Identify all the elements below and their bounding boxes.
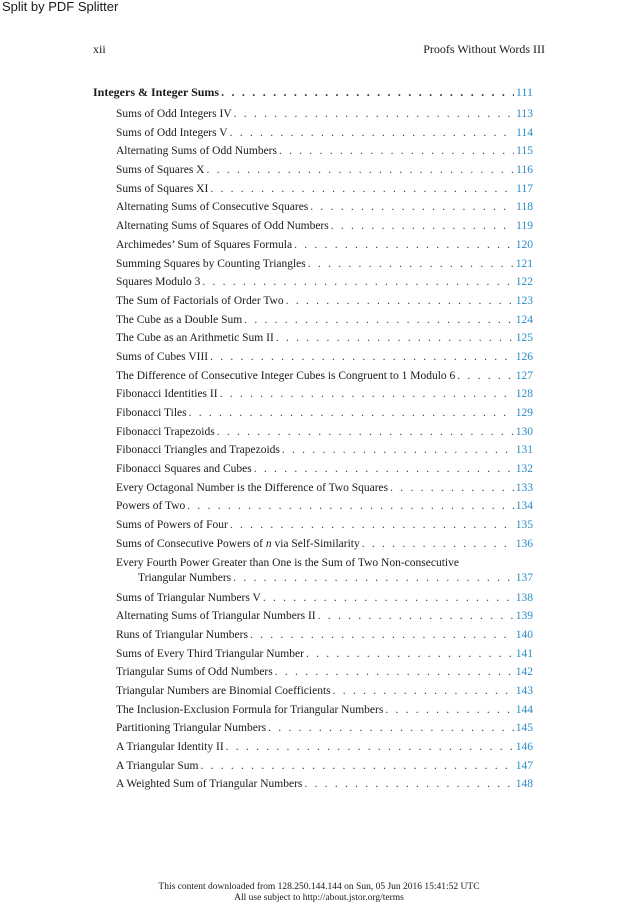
toc-entry[interactable]: [93, 722, 533, 741]
toc-entry-title: Alternating Sums of Consecutive Squares: [116, 201, 309, 214]
dot-leader: [318, 610, 514, 623]
dot-leader: [279, 145, 514, 158]
toc-entry[interactable]: [93, 538, 533, 557]
toc-entry[interactable]: [93, 220, 533, 239]
toc-page-link[interactable]: 135: [515, 519, 533, 532]
toc-page-link[interactable]: 139: [515, 610, 533, 623]
toc-entry-title-cont: Triangular Numbers: [138, 571, 232, 584]
toc-entry-title: A Triangular Identity II: [116, 741, 224, 753]
toc-entry-title: Fibonacci Tiles: [116, 407, 187, 419]
toc-entry[interactable]: [93, 201, 533, 220]
dot-leader: [263, 592, 514, 605]
toc-entry[interactable]: [93, 407, 533, 426]
toc-page-link[interactable]: 131: [515, 444, 533, 457]
toc-entry[interactable]: [93, 314, 533, 333]
toc-entry-title: Runs of Triangular Numbers: [116, 628, 248, 641]
toc-entry[interactable]: [93, 295, 533, 314]
dot-leader: [200, 760, 513, 773]
toc-page-link[interactable]: 115: [516, 145, 533, 158]
toc-entry[interactable]: [93, 648, 533, 667]
toc-entry-title: Summing Squares by Counting Triangles: [116, 257, 306, 270]
toc-entry[interactable]: [93, 276, 533, 295]
toc-entry[interactable]: [93, 145, 533, 164]
toc-entry[interactable]: [93, 258, 533, 277]
toc-entry-title: Sums of Every Third Triangular Number: [116, 647, 304, 660]
toc-entry[interactable]: [93, 592, 533, 611]
dot-leader: [233, 572, 514, 585]
dot-leader: [217, 426, 514, 439]
toc-page-link[interactable]: 122: [515, 276, 533, 289]
dot-leader: [294, 239, 514, 252]
dot-leader: [221, 86, 514, 99]
toc-page-link[interactable]: 128: [515, 388, 533, 401]
toc-entry[interactable]: [93, 351, 533, 370]
toc-entry-title: The Cube as a Double Sum: [116, 313, 243, 326]
dot-leader: [207, 164, 515, 177]
toc-entry[interactable]: [93, 482, 533, 501]
toc-entry-title: Alternating Sums of Triangular Numbers II: [116, 610, 316, 623]
toc-entry[interactable]: [93, 741, 533, 760]
toc-entry-title: Alternating Sums of Odd Numbers: [116, 145, 277, 158]
dot-leader: [333, 685, 514, 698]
dot-leader: [187, 500, 513, 513]
toc-entry-title: Sums of Cubes VIII: [116, 350, 209, 363]
title-italic-variable: n: [265, 537, 272, 550]
footer-download-note: This content downloaded from 128.250.144.144 on Sun, 05 Jun 2016 15:41:52 UTC: [158, 882, 480, 892]
toc-entry-title: A Weighted Sum of Triangular Numbers: [116, 778, 303, 791]
toc-entry[interactable]: [93, 760, 533, 779]
toc-entry-title: The Inclusion-Exclusion Formula for Triangular Numbers: [116, 703, 384, 716]
toc-entry-title: The Cube as an Arithmetic Sum II: [116, 332, 274, 345]
toc-entry-title: Triangular Sums of Odd Numbers: [116, 666, 273, 679]
title-part: Sums of Consecutive Powers of: [116, 537, 266, 550]
toc-entry[interactable]: [93, 108, 533, 127]
dot-leader: [244, 314, 514, 327]
toc-entry[interactable]: [93, 610, 533, 629]
toc-entry-title: [116, 538, 360, 551]
toc-entry-title: The Sum of Factorials of Order Two: [116, 294, 284, 307]
toc-entry[interactable]: [93, 444, 533, 463]
toc-section-heading[interactable]: [93, 86, 533, 108]
toc-entry-title: Fibonacci Identities II: [116, 388, 218, 401]
dot-leader: [390, 482, 514, 495]
toc-entry-title: Alternating Sums of Squares of Odd Numbers: [116, 220, 329, 233]
toc-page-link[interactable]: 129: [515, 407, 533, 419]
toc-page-link[interactable]: 118: [516, 201, 533, 214]
toc-entry[interactable]: [93, 127, 533, 146]
dot-leader: [275, 666, 514, 679]
toc-page-link[interactable]: 126: [515, 350, 533, 363]
toc-entry-title: The Difference of Consecutive Integer Cubes is Congruent to 1 Modulo 6: [116, 369, 456, 382]
toc-entries: [93, 108, 533, 797]
dot-leader: [230, 127, 515, 140]
toc-entry-title: Sums of Odd Integers IV: [116, 108, 232, 120]
toc-entry-title: Fibonacci Triangles and Trapezoids: [116, 444, 280, 457]
toc-entry[interactable]: [93, 557, 533, 572]
toc-page-link[interactable]: 121: [515, 257, 533, 270]
toc-entry[interactable]: [93, 685, 533, 704]
toc-page-link[interactable]: 124: [515, 313, 533, 326]
toc-page-link[interactable]: 119: [516, 220, 533, 233]
title-part: via Self-Similarity: [271, 537, 360, 550]
toc-page-link[interactable]: 133: [515, 481, 533, 494]
dot-leader: [226, 741, 514, 754]
dot-leader: [189, 407, 514, 420]
toc-entry-title: Fibonacci Trapezoids: [116, 425, 215, 438]
toc-entry[interactable]: [93, 370, 533, 389]
dot-leader: [385, 704, 513, 717]
toc-entry[interactable]: [93, 426, 533, 445]
toc-entry[interactable]: [93, 519, 533, 538]
footer: [0, 882, 638, 903]
toc-entry-title: Sums of Odd Integers V: [116, 126, 228, 139]
toc-entry[interactable]: [93, 704, 533, 723]
toc-entry[interactable]: [93, 239, 533, 258]
toc-page-link[interactable]: 140: [515, 628, 533, 641]
toc-page-link[interactable]: 134: [515, 500, 533, 513]
table-of-contents: [93, 86, 533, 797]
dot-leader: [250, 629, 514, 642]
toc-page-link[interactable]: 117: [516, 182, 533, 195]
dot-leader: [234, 108, 515, 121]
dot-leader: [331, 220, 514, 233]
toc-entry-title: Sums of Triangular Numbers V: [116, 591, 261, 604]
toc-entry-title: Sums of Squares XI: [116, 182, 209, 195]
dot-leader: [210, 351, 514, 364]
toc-entry[interactable]: [93, 164, 533, 183]
toc-page-link[interactable]: 136: [515, 537, 533, 550]
toc-page-link[interactable]: 145: [515, 722, 533, 735]
dot-leader: [457, 370, 513, 383]
section-page-link[interactable]: 111: [515, 85, 533, 99]
toc-page-link[interactable]: 144: [515, 703, 533, 716]
toc-entry-title: Sums of Powers of Four: [116, 519, 228, 532]
toc-entry[interactable]: [93, 332, 533, 351]
toc-page-link[interactable]: 113: [516, 108, 533, 120]
dot-leader: [282, 444, 514, 457]
dot-leader: [230, 519, 514, 532]
page-number: xii: [93, 42, 106, 56]
toc-page-link[interactable]: 127: [515, 369, 533, 382]
toc-entry[interactable]: [93, 500, 533, 519]
footer-terms: All use subject to http://about.jstor.org/terms: [234, 892, 404, 903]
toc-entry-title: Sums of Squares X: [116, 164, 205, 177]
section-title: Integers & Integer Sums: [93, 85, 220, 99]
toc-entry[interactable]: [93, 666, 533, 685]
running-head: [93, 42, 545, 57]
toc-page-link[interactable]: 138: [515, 591, 533, 604]
toc-page-link[interactable]: 148: [515, 778, 533, 791]
toc-entry[interactable]: [93, 183, 533, 202]
toc-page-link[interactable]: 143: [515, 684, 533, 697]
dot-leader: [308, 258, 514, 271]
watermark: Split by PDF Splitter: [2, 0, 119, 14]
toc-page-link[interactable]: 137: [515, 571, 533, 584]
dot-leader: [210, 183, 514, 196]
toc-entry-title: Powers of Two: [116, 500, 186, 513]
toc-entry-title: Triangular Numbers are Binomial Coefficients: [116, 684, 331, 697]
dot-leader: [202, 276, 513, 289]
toc-entry-title: A Triangular Sum: [116, 759, 199, 772]
toc-entry-continuation[interactable]: [93, 572, 533, 592]
toc-page-link[interactable]: 123: [515, 294, 533, 307]
toc-entry-title: Fibonacci Squares and Cubes: [116, 463, 252, 476]
dot-leader: [220, 388, 514, 401]
dot-leader: [268, 722, 514, 735]
dot-leader: [254, 463, 514, 476]
dot-leader: [304, 778, 513, 791]
toc-page-link[interactable]: 130: [515, 425, 533, 438]
toc-entry-title: Every Fourth Power Greater than One is the Sum of Two Non-consecutive: [116, 556, 459, 569]
book-title: Proofs Without Words III: [423, 42, 545, 56]
toc-page-link[interactable]: 120: [515, 238, 533, 251]
toc-page-link[interactable]: 146: [515, 741, 533, 753]
toc-page-link[interactable]: 125: [515, 332, 533, 345]
toc-entry-title: Archimedes’ Sum of Squares Formula: [116, 238, 293, 251]
toc-entry-title: Partitioning Triangular Numbers: [116, 722, 267, 735]
toc-entry[interactable]: [93, 778, 533, 797]
toc-page-link[interactable]: 114: [516, 126, 533, 139]
toc-entry[interactable]: [93, 388, 533, 407]
toc-page-link[interactable]: 142: [515, 666, 533, 679]
toc-entry[interactable]: [93, 629, 533, 648]
toc-entry-title: Every Octagonal Number is the Difference of Two Squares: [116, 481, 389, 494]
toc-entry[interactable]: [93, 463, 533, 482]
dot-leader: [362, 538, 514, 551]
dot-leader: [286, 295, 514, 308]
toc-page-link[interactable]: 141: [515, 647, 533, 660]
dot-leader: [310, 201, 514, 214]
dot-leader: [276, 332, 514, 345]
toc-page-link[interactable]: 116: [516, 164, 533, 177]
toc-page-link[interactable]: 132: [515, 463, 533, 476]
dot-leader: [306, 648, 514, 661]
toc-page-link[interactable]: 147: [515, 759, 533, 772]
toc-entry-title: Squares Modulo 3: [116, 276, 201, 289]
